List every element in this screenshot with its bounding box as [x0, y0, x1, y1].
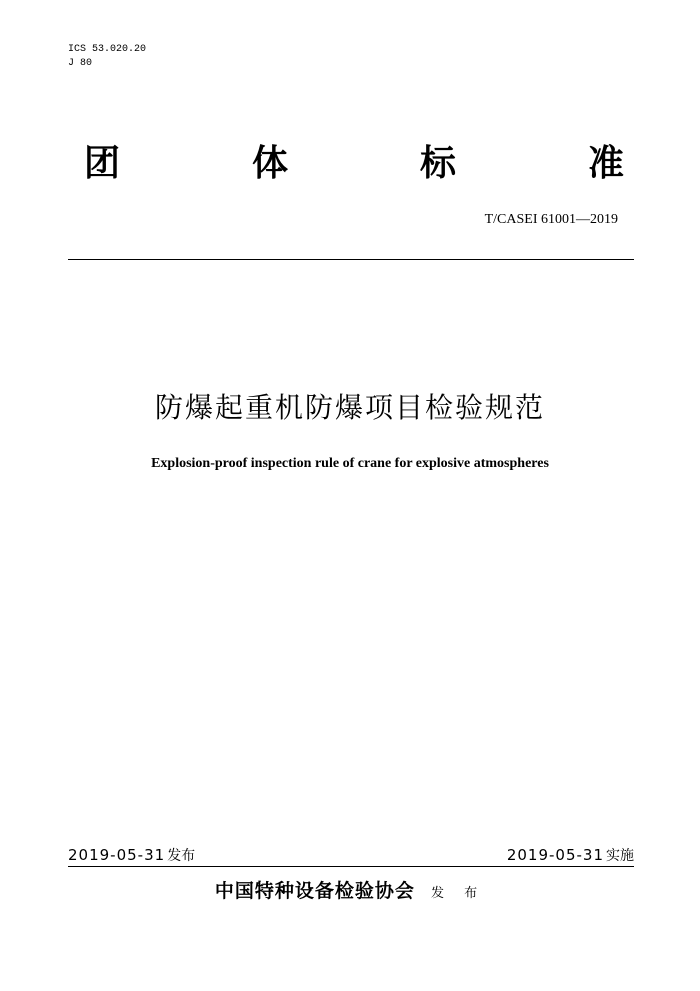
implement-label: 实施: [606, 848, 634, 864]
standard-number: T/CASEI 61001—2019: [484, 212, 618, 227]
classification-code: J 80: [68, 58, 93, 69]
publish-date: 2019-05-31: [68, 846, 166, 864]
standard-type-heading: [84, 138, 624, 190]
bottom-divider: [68, 866, 634, 867]
implement-date: 2019-05-31: [506, 846, 604, 864]
standard-type-char: 准: [587, 143, 624, 184]
title-chinese: 防爆起重机防爆项目检验规范: [154, 391, 545, 424]
issuer-label: 发 布: [430, 886, 486, 901]
issuer-block: [0, 876, 700, 903]
standard-type-char: 标: [419, 143, 456, 184]
issuer-name: 中国特种设备检验协会: [214, 880, 415, 902]
publish-date-block: [68, 845, 195, 865]
title-english: Explosion-proof inspection rule of crane for explosive atmospheres: [151, 456, 549, 471]
standard-type-char: 团: [84, 143, 121, 184]
publish-label: 发布: [167, 848, 196, 864]
ics-code: ICS 53.020.20: [68, 44, 147, 55]
standard-type-char: 体: [251, 143, 288, 184]
top-divider: [68, 259, 634, 260]
implement-date-block: [507, 845, 634, 865]
